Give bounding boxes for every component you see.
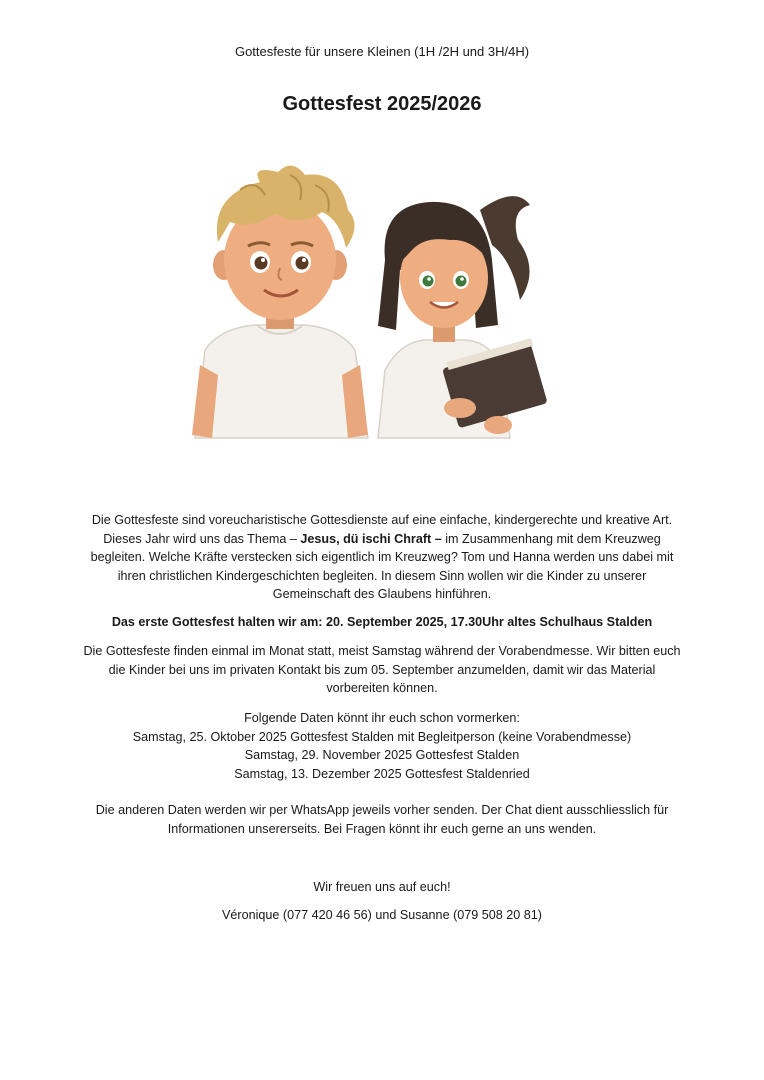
info-paragraph: Die Gottesfeste finden einmal im Monat statt, meist Samstag während der Vorabendmesse. Wir bitten euch die Kinder bei uns im privaten Kontakt bis zum 05. September anzumelden, damit wir das Material vorbereiten können. [83, 644, 681, 696]
date-item: Samstag, 13. Dezember 2025 Gottesfest Staldenried [234, 766, 530, 781]
date-item: Samstag, 29. November 2025 Gottesfest Stalden [244, 748, 520, 763]
girl-figure [378, 196, 550, 438]
intro-text-part2: im Zusammenhang mit dem Kreuzweg begleiten. Welche Kräfte verstecken sich eigentlich im Kreuzweg? Tom und Hanna werden uns dabei mit ihren christlichen Kindergeschichten begleiten. In diesem Sinn wollen wir die Kinder zu unserer Gemeinschaft des Glaubens hinführen. [90, 531, 674, 602]
date-item: Samstag, 25. Oktober 2025 Gottesfest Stalden mit Begleitperson (keine Vorabendmesse) [132, 729, 632, 744]
children-illustration-icon [100, 150, 570, 445]
intro-paragraph [78, 511, 686, 604]
whatsapp-paragraph: Die anderen Daten werden wir per WhatsApp jeweils vorher senden. Der Chat dient ausschliesslich für Informationen unsererseits. Bei Fragen könnt ihr euch gerne an uns wenden. [95, 803, 669, 836]
first-event-announcement: Das erste Gottesfest halten wir am: 20. September 2025, 17.30Uhr altes Schulhaus Stalden [111, 615, 653, 629]
dates-intro: Folgende Daten könnt ihr euch schon vormerken: [244, 711, 520, 725]
intro-theme: Jesus, dü ischi Chraft – [300, 531, 442, 546]
dates-section [78, 709, 686, 783]
contact-line: Véronique (077 420 46 56) und Susanne (079 508 20 81) [222, 908, 542, 922]
page-subtitle: Gottesfeste für unsere Kleinen (1H /2H und 3H/4H) [234, 44, 530, 59]
closing-thanks: Wir freuen uns auf euch! [313, 880, 451, 894]
children-illustration [100, 150, 570, 445]
boy-figure [192, 166, 368, 438]
intro-text-part1: Die Gottesfeste sind voreucharistische Gottesdienste auf eine einfache, kindergerechte und kreative Art. Dieses Jahr wird uns das Thema – [91, 513, 673, 546]
page-title: Gottesfest 2025/2026 [282, 93, 482, 115]
